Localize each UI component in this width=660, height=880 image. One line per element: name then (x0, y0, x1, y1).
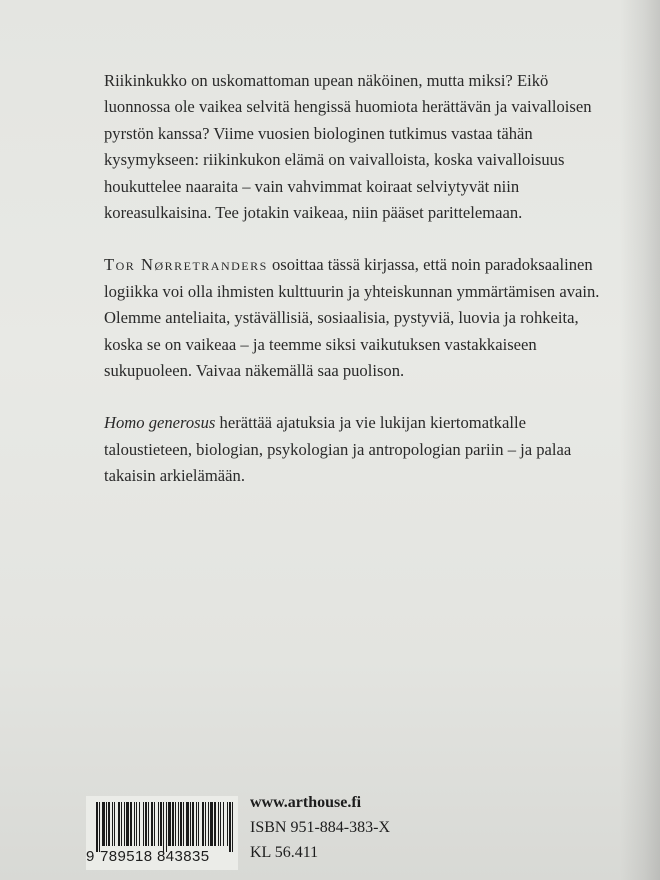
barcode-bar (96, 802, 98, 852)
page-edge-shadow (620, 0, 660, 880)
barcode-bar (202, 802, 204, 846)
blurb-paragraph-2-text: osoittaa tässä kirjassa, että noin paradoksaalinen logiikka voi olla ihmisten kulttuurin ja yhteiskunnan ymmärtämisen avain. Olemme anteliaita, ystävällisiä, sosiaalisia, pystyviä, luovia ja rohkeita, koska se on vaikeaa – ja teemme siksi vaikutuksen vastakkaiseen sukupuoleen. Vaivaa näkemällä saa puolison. (104, 255, 600, 381)
barcode-bar (108, 802, 110, 846)
author-name: Tor Nørretranders (104, 255, 268, 275)
blurb-paragraph-3 (104, 410, 616, 489)
publisher-website: www.arthouse.fi (250, 794, 362, 811)
barcode-bar (190, 802, 191, 846)
book-title: Homo generosus (104, 413, 216, 433)
barcode-bar (112, 802, 113, 846)
barcode-bar (102, 802, 105, 846)
barcode-bar (114, 802, 115, 846)
blurb-paragraph-2 (104, 252, 616, 384)
barcode-bar (223, 802, 224, 846)
blurb-text (104, 68, 616, 516)
blurb-paragraph-3-text: herättää ajatuksia ja vie lukijan kiertomatkalle taloustieteen, biologian, psykologian ja antropologian pariin – ja palaa takaisin arkielämään. (104, 413, 572, 486)
barcode-bar (124, 802, 125, 846)
publisher-info (250, 790, 390, 865)
isbn-number: ISBN 951-884-383-X (250, 819, 390, 836)
barcode-bar (154, 802, 155, 846)
barcode-bar (183, 802, 184, 846)
barcode-bar (205, 802, 206, 846)
barcode-bar (166, 802, 167, 852)
barcode-bar (175, 802, 176, 846)
barcode-bar (145, 802, 147, 846)
barcode-bar (229, 802, 231, 852)
barcode-bar (232, 802, 233, 852)
barcode-bar (220, 802, 221, 846)
barcode-bar (218, 802, 219, 846)
barcode-bar (126, 802, 129, 846)
barcode-first-digit: 9 (86, 848, 95, 865)
barcode-bar (227, 802, 228, 846)
barcode-bar (168, 802, 171, 846)
barcode-bar (208, 802, 209, 846)
barcode-bar (139, 802, 140, 846)
barcode-bar (186, 802, 189, 846)
barcode-bar (106, 802, 107, 846)
barcode-bar (158, 802, 159, 846)
barcode-bar (196, 802, 197, 846)
barcode-digits: 789518 843835 (100, 848, 210, 865)
barcode-bar (214, 802, 216, 846)
barcode-bar (99, 802, 100, 852)
isbn-barcode (86, 796, 238, 870)
blurb-paragraph-1: Riikinkukko on uskomattoman upean näköinen, mutta miksi? Eikö luonnossa ole vaikea selvitä hengissä huomiota herättävän ja vaivalloisen pyrstön kanssa? Viime vuosien biologinen tutkimus vastaa tähän kysymykseen: riikinkukon elämä on vaivalloista, koska vaivalloisuus houkuttelee naaraita – vain vahvimmat koiraat selviytyvät niin koreasulkaisina. Tee jotakin vaikeaa, niin pääset parittelemaan. (104, 71, 592, 223)
barcode-bar (163, 802, 164, 852)
barcode-bar (121, 802, 122, 846)
barcode-bar (180, 802, 182, 846)
barcode-bar (160, 802, 162, 846)
barcode-bar (118, 802, 120, 846)
barcode-bar (151, 802, 153, 846)
barcode-bar (198, 802, 199, 846)
barcode-bars (96, 802, 236, 848)
barcode-bar (192, 802, 194, 846)
barcode-bar (134, 802, 135, 846)
barcode-bar (210, 802, 213, 846)
barcode-bar (143, 802, 144, 846)
barcode-bar (172, 802, 174, 846)
barcode-bar (130, 802, 132, 846)
barcode-bar (178, 802, 179, 846)
barcode-bar (148, 802, 149, 846)
library-classification: KL 56.411 (250, 844, 319, 861)
barcode-bar (136, 802, 137, 846)
